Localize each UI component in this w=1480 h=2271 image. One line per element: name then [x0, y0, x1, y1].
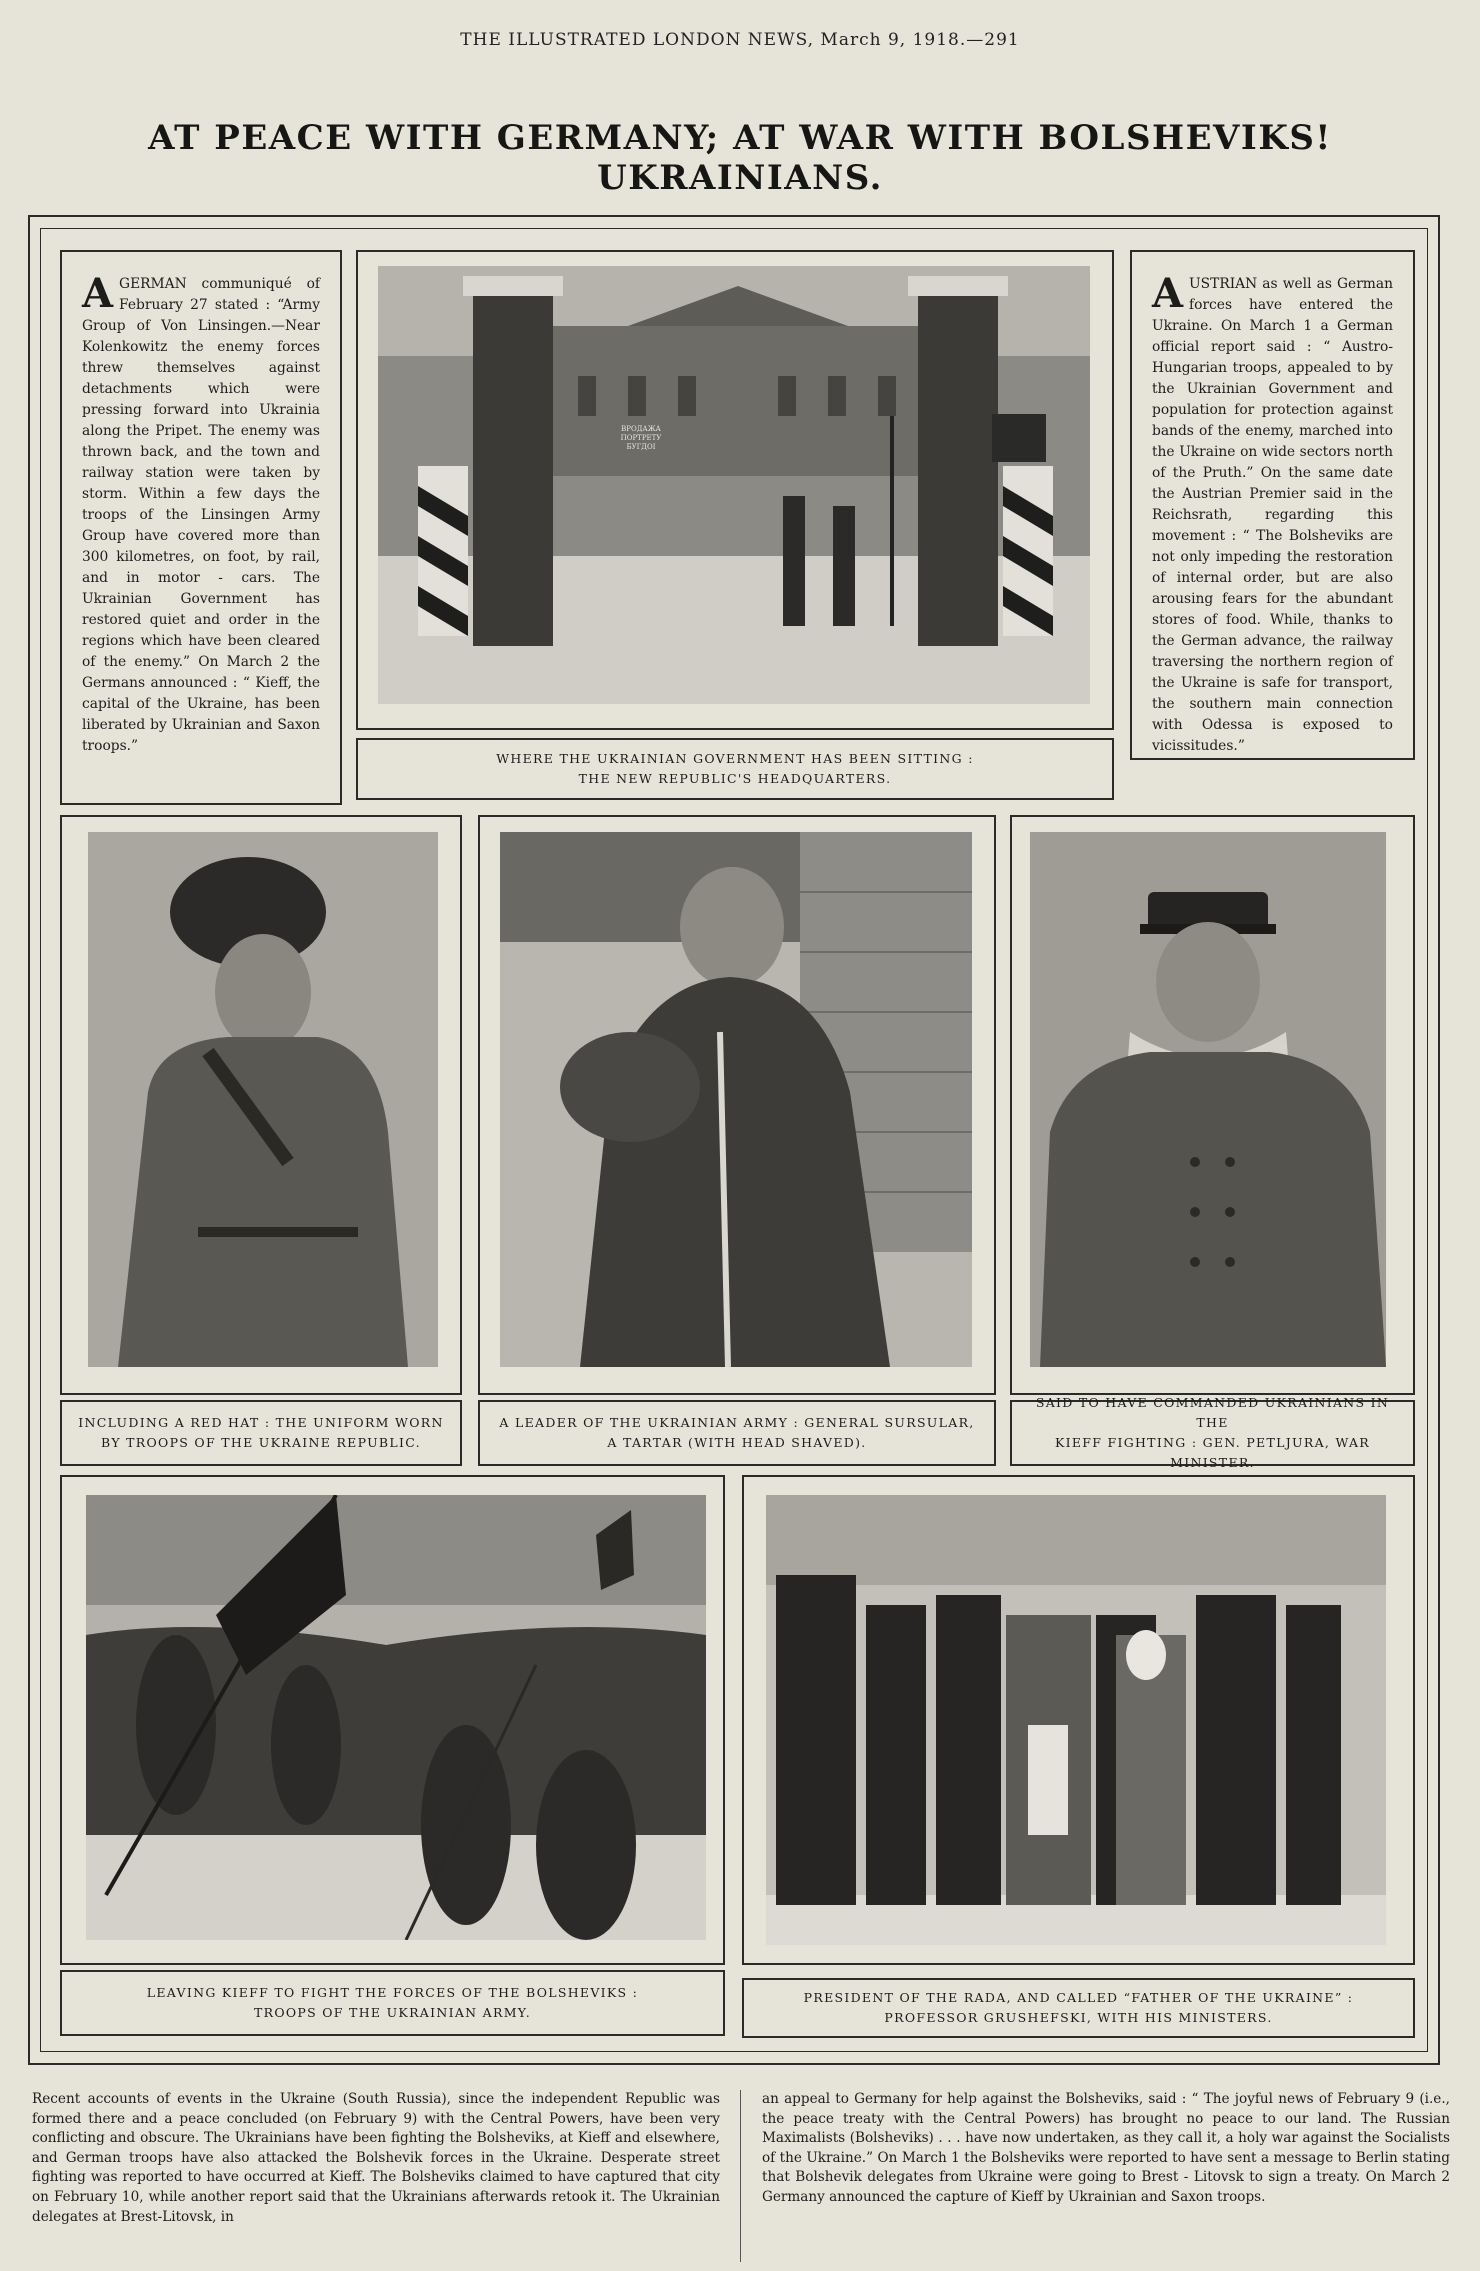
caption-troops-line-1: LEAVING KIEFF TO FIGHT THE FORCES OF THE BOLSHEVIKS :: [146, 1985, 639, 2000]
left-text-box: [60, 250, 342, 805]
page-headline: AT PEACE WITH GERMANY; AT WAR WITH BOLSHEVIKS! UKRAINIANS.: [148, 118, 1332, 198]
red-hat-photo: [88, 832, 438, 1367]
caption-red-hat-line-2: BY TROOPS OF THE UKRAINE REPUBLIC.: [101, 1435, 421, 1450]
sursular-photo: [500, 832, 972, 1367]
caption-troops-line-2: TROOPS OF THE UKRAINIAN ARMY.: [253, 2005, 532, 2020]
left-text-body: GERMAN communiqué of February 27 stated : “Army Group of Von Linsingen.—Near Kolenkowitz the enemy forces threw themselves against detachments which were pressing forward into Ukrainia along the Pripet. The enemy was thrown back, and the town and railway station were taken by storm. Within a few days the troops of the Linsingen Army Group have covered more than 300 kilometres, on foot, by rail, and in motor - cars. The Ukrainian Government has restored quiet and order in the regions which have been cleared of the enemy.” On March 2 the Germans announced : “ Kieff, the capital of the Ukraine, has been liberated by Ukrainian and Saxon troops.”: [82, 276, 320, 754]
caption-red-hat: [60, 1400, 462, 1466]
running-head: THE ILLUSTRATED LONDON NEWS, March 9, 1918.—291: [460, 30, 1020, 50]
caption-troops: [60, 1970, 725, 2036]
right-text-body: USTRIAN as well as German forces have entered the Ukraine. On March 1 a German official report said : “ Austro-Hungarian troops, appealed to by the Ukrainian Government and population for protection against bands of the enemy, marched into the Ukraine on wide sectors north of the Pruth.” On the same date the Austrian Premier said in the Reichsrath, regarding this movement : “ The Bolsheviks are not only impeding the restoration of internal order, but are also arousing fears for the abundant stores of food. While, thanks to the German advance, the railway traversing the northern region of the Ukraine is safe for transport, the southern main connection with Odessa is exposed to vicissitudes.”: [1152, 276, 1393, 754]
left-dropcap: A: [82, 270, 114, 317]
right-dropcap: A: [1152, 270, 1184, 317]
right-text-box: [1130, 250, 1415, 760]
column-rule: [740, 2090, 741, 2262]
gate-sign-line-3: БУГДОІ: [626, 442, 656, 451]
caption-headquarters: [356, 738, 1114, 800]
article-column-1: Recent accounts of events in the Ukraine (South Russia), since the independent Republic was formed there and a peace concluded (on February 9) with the Central Powers, have been very conflicting and obscure. The Ukrainians have been fighting the Bolsheviks, at Kieff and elsewhere, and German troops have also attacked the Bolshevik forces in the Ukraine. Desperate street fighting was reported to have occurred at Kieff. The Bolsheviks claimed to have captured that city on February 10, while another report said that the Ukrainians afterwards retook it. The Ukrainian delegates at Brest-Litovsk, in: [32, 2091, 720, 2225]
petljura-photo: [1030, 832, 1386, 1367]
caption-petljura-line-2: KIEFF FIGHTING : GEN. PETLJURA, WAR MINISTER.: [1054, 1435, 1371, 1470]
troops-photo: [86, 1495, 706, 1940]
gate-sign-line-2: ПОРТРЕТУ: [620, 433, 662, 442]
article-column-2: an appeal to Germany for help against the Bolsheviks, said : “ The joyful news of February 9 (i.e., the peace treaty with the Central Powers) has brought no peace to our land. The Russian Maximalists (Bolsheviks) . . . have now undertaken, as they call it, a holy war against the Socialists of the Ukraine.” On March 1 the Bolsheviks were reported to have sent a message to Berlin stating that Bolshevik delegates from Ukraine were going to Brest - Litovsk to sign a treaty. On March 2 Germany announced the capture of Kieff by Ukrainian and Saxon troops.: [762, 2091, 1450, 2205]
caption-rada-line-2: PROFESSOR GRUSHEFSKI, WITH HIS MINISTERS.: [884, 2010, 1273, 2025]
caption-headquarters-line-1: WHERE THE UKRAINIAN GOVERNMENT HAS BEEN SITTING :: [496, 751, 974, 766]
gate-sign-line-1: ВРОДАЖА: [621, 424, 661, 433]
rada-photo: [766, 1495, 1386, 1945]
caption-petljura-line-1: SAID TO HAVE COMMANDED UKRAINIANS IN THE: [1035, 1395, 1390, 1430]
caption-sursular-line-1: A LEADER OF THE UKRAINIAN ARMY : GENERAL SURSULAR,: [499, 1415, 975, 1430]
caption-sursular-line-2: A TARTAR (WITH HEAD SHAVED).: [607, 1435, 867, 1450]
caption-red-hat-line-1: INCLUDING A RED HAT : THE UNIFORM WORN: [78, 1415, 444, 1430]
caption-sursular: [478, 1400, 996, 1466]
caption-rada: [742, 1978, 1415, 2038]
headquarters-photo: [378, 266, 1090, 704]
caption-rada-line-1: PRESIDENT OF THE RADA, AND CALLED “FATHER OF THE UKRAINE” :: [803, 1990, 1354, 2005]
caption-headquarters-line-2: THE NEW REPUBLIC'S HEADQUARTERS.: [578, 771, 892, 786]
gate-sign: [614, 414, 668, 462]
caption-petljura: [1010, 1395, 1415, 1470]
